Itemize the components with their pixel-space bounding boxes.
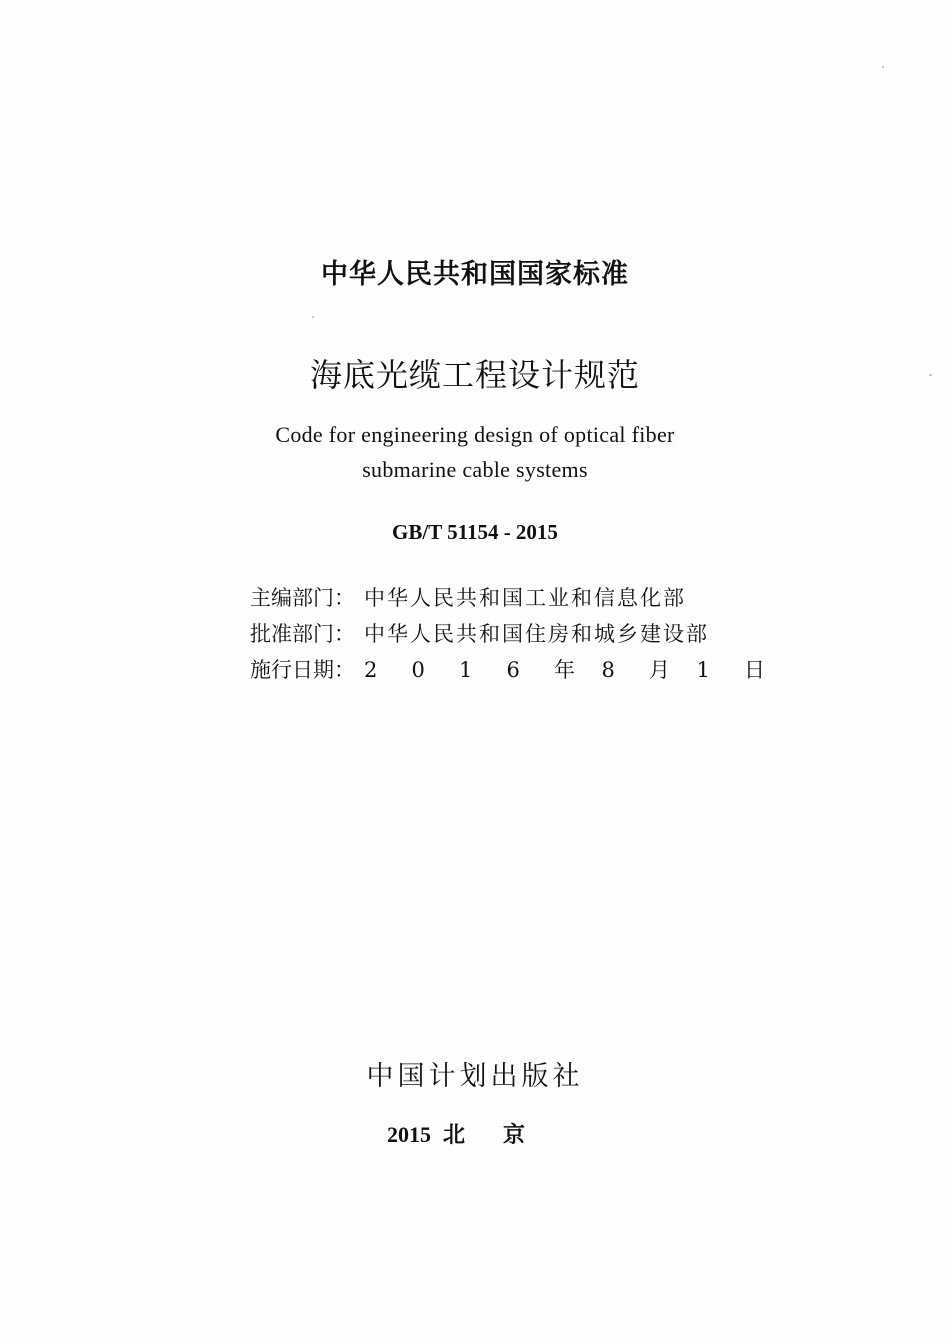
editor-row [250,582,730,612]
date-char: 8 [601,658,615,682]
publication-year: 2015 [386,1122,431,1147]
date-char: 6 [506,658,520,682]
date-char: 2 [364,658,378,682]
date-char: 日 [744,658,765,682]
date-char: 1 [696,658,710,682]
editor-label: 主编部门： [250,586,355,610]
title-chinese: 海底光缆工程设计规范 [309,356,640,394]
approver-row [250,618,730,648]
effective-label: 施行日期： [250,658,355,682]
standard-code: GB/T 51154 - 2015 [392,520,558,544]
date-char: 1 [459,658,473,682]
approver-value: 中华人民共和国住房和城乡建设部 [364,622,709,646]
approver-label: 批准部门： [250,622,355,646]
effective-date-row [250,654,765,684]
publication-city: 北京 [442,1123,563,1148]
effective-date [364,658,765,682]
title-english-line-2: submarine cable systems [362,457,588,482]
date-char: 0 [411,658,425,682]
scan-speck [312,316,314,318]
publication-place [0,1118,950,1149]
editor-value: 中华人民共和国工业和信息化部 [364,586,686,610]
date-char: 月 [649,658,670,682]
date-char: 年 [554,658,575,682]
title-english-line-1: Code for engineering design of optical fiber [275,422,675,447]
publisher: 中国计划出版社 [366,1061,584,1092]
scan-speck [882,66,884,68]
standard-name: 中华人民共和国国家标准 [321,259,629,290]
